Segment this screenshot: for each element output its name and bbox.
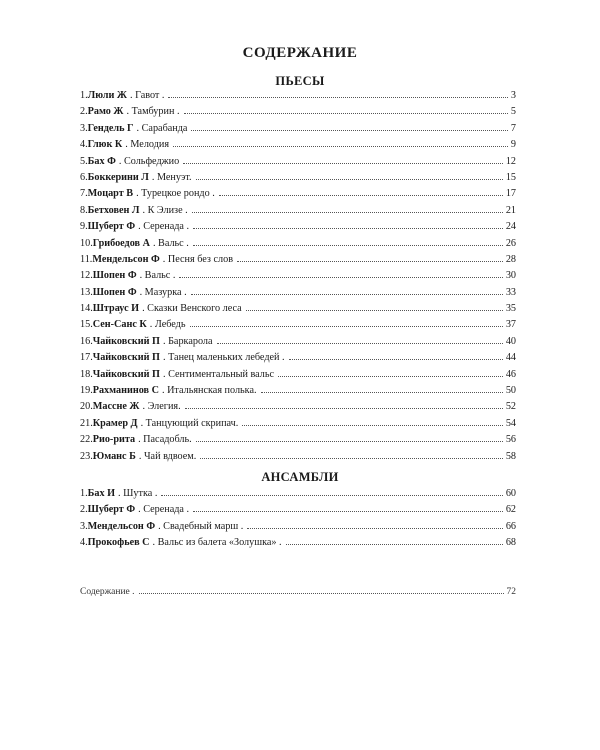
item-number: 18. <box>80 368 93 380</box>
author-name: Гендель Г <box>87 122 134 134</box>
dot-leader <box>193 511 503 512</box>
section-heading-ensembles: АНСАМБЛИ <box>261 470 339 484</box>
author-name: Моцарт В <box>87 188 134 200</box>
work-title: . Свадебный марш . <box>158 520 244 532</box>
toc-row <box>80 350 516 366</box>
work-title: . Лебедь <box>149 319 186 331</box>
page-number: 26 <box>505 237 516 249</box>
dot-leader <box>217 343 503 344</box>
dot-leader <box>261 392 503 393</box>
item-number: 12. <box>80 270 93 282</box>
toc-row <box>80 252 516 268</box>
dot-leader <box>173 146 508 147</box>
dot-leader <box>139 593 504 594</box>
dot-leader <box>184 113 508 114</box>
item-number: 2. <box>80 504 88 516</box>
dot-leader <box>193 245 503 246</box>
page-number: 52 <box>505 401 516 413</box>
page-title: СОДЕРЖАНИЕ <box>242 45 358 61</box>
item-number: 16. <box>80 335 93 347</box>
work-title: . Сольфеджио <box>118 155 180 167</box>
page-number: 30 <box>505 270 516 282</box>
page-number: 12 <box>505 155 516 167</box>
toc-row <box>80 432 516 448</box>
work-title: . Элегия. <box>142 401 181 413</box>
summary-label: Содержание . <box>80 587 135 597</box>
toc-row <box>80 88 516 104</box>
page-number: 28 <box>505 253 516 265</box>
summary-list <box>80 584 516 600</box>
toc-row <box>80 219 516 235</box>
dot-leader <box>192 212 503 213</box>
dot-leader <box>289 359 503 360</box>
dot-leader <box>168 97 507 98</box>
toc-row <box>80 486 516 502</box>
dot-leader <box>278 376 503 377</box>
author-name: Чайковский П <box>92 352 160 364</box>
work-title: . Песня без слов <box>162 253 234 265</box>
author-name: Чайковский П <box>92 335 160 347</box>
page-number: 60 <box>505 488 516 499</box>
author-name: Чайковский П <box>92 368 160 380</box>
page-number: 17 <box>505 188 516 200</box>
work-title: . Танец маленьких лебедей . <box>162 352 285 364</box>
page-number: 44 <box>505 352 516 364</box>
page-number: 35 <box>505 303 516 315</box>
toc-row <box>80 367 516 383</box>
author-name: Массне Ж <box>92 401 140 413</box>
dot-leader <box>247 528 503 529</box>
item-number: 10. <box>80 237 93 249</box>
page-number: 50 <box>505 385 516 397</box>
pieces-list <box>80 88 516 465</box>
page-number: 7 <box>510 122 516 134</box>
work-title: . Чай вдвоем. <box>138 450 197 462</box>
item-number: 21. <box>80 417 93 429</box>
toc-row <box>80 317 516 333</box>
item-number: 9. <box>80 221 88 233</box>
author-name: Рамо Ж <box>87 106 124 118</box>
toc-row <box>80 519 516 535</box>
page-number: 56 <box>505 434 516 446</box>
toc-row <box>80 399 516 415</box>
author-name: Глюк К <box>87 139 123 151</box>
toc-row <box>80 449 516 465</box>
page-number: 40 <box>505 335 516 347</box>
author-name: Крамер Д <box>92 417 138 429</box>
author-name: Бах И <box>87 488 116 499</box>
dot-leader <box>196 179 503 180</box>
page-number: 33 <box>505 286 516 298</box>
work-title: . Тамбурин . <box>126 106 180 118</box>
author-name: Бах Ф <box>87 155 116 167</box>
author-name: Грибоедов А <box>92 237 150 249</box>
toc-row <box>80 121 516 137</box>
toc-row <box>80 383 516 399</box>
work-title: . Вальс из балета «Золушка» . <box>152 537 282 549</box>
toc-row <box>80 203 516 219</box>
dot-leader <box>190 326 503 327</box>
toc-row <box>80 334 516 350</box>
toc-row <box>80 301 516 317</box>
page-number: 58 <box>505 450 516 462</box>
work-title: . Серенада . <box>138 221 190 233</box>
work-title: . Итальянская полька. <box>161 385 257 397</box>
author-name: Мендельсон Ф <box>92 253 160 265</box>
dot-leader <box>196 441 503 442</box>
dot-leader <box>191 130 507 131</box>
item-number: 3. <box>80 520 88 532</box>
work-title: . Гавот . <box>129 90 165 101</box>
item-number: 1. <box>80 488 88 499</box>
toc-row <box>80 236 516 252</box>
work-title: . Турецкое рондо . <box>136 188 215 200</box>
item-number: 8. <box>80 204 88 216</box>
page-number: 46 <box>505 368 516 380</box>
page-number: 9 <box>510 139 516 151</box>
dot-leader <box>179 277 502 278</box>
item-number: 11. <box>80 253 93 265</box>
work-title: . Менуэт. <box>151 171 192 183</box>
author-name: Рахманинов С <box>92 385 159 397</box>
page-number: 3 <box>510 90 516 101</box>
toc-row <box>80 268 516 284</box>
toc-row <box>80 535 516 551</box>
author-name: Прокофьев С <box>87 537 150 549</box>
dot-leader <box>246 310 503 311</box>
author-name: Шопен Ф <box>92 270 137 282</box>
work-title: . Серенада . <box>138 504 190 516</box>
item-number: 1. <box>80 90 88 101</box>
item-number: 7. <box>80 188 88 200</box>
item-number: 22. <box>80 434 93 446</box>
toc-row <box>80 502 516 518</box>
dot-leader <box>191 294 503 295</box>
dot-leader <box>193 228 503 229</box>
author-name: Шуберт Ф <box>87 221 136 233</box>
item-number: 4. <box>80 537 88 549</box>
item-number: 14. <box>80 303 93 315</box>
dot-leader <box>219 195 503 196</box>
author-name: Рио-рита <box>92 434 136 446</box>
item-number: 23. <box>80 450 93 462</box>
work-title: . Баркарола <box>162 335 213 347</box>
section-heading-pieces: ПЬЕСЫ <box>275 74 325 88</box>
page-number: 24 <box>505 221 516 233</box>
work-title: . Сказки Венского леса <box>142 303 242 315</box>
ensembles-list <box>80 486 516 552</box>
toc-row <box>80 154 516 170</box>
author-name: Сен-Санс К <box>92 319 147 331</box>
work-title: . Мелодия <box>125 139 170 151</box>
item-number: 6. <box>80 171 88 183</box>
dot-leader <box>183 163 503 164</box>
author-name: Боккерини Л <box>87 171 149 183</box>
item-number: 13. <box>80 286 93 298</box>
dot-leader <box>242 425 502 426</box>
work-title: . Танцующий скрипач. <box>140 417 239 429</box>
toc-row <box>80 285 516 301</box>
item-number: 15. <box>80 319 93 331</box>
toc-row <box>80 104 516 120</box>
item-number: 5. <box>80 155 88 167</box>
work-title: . Сентиментальный вальс <box>162 368 275 380</box>
page-number: 37 <box>505 319 516 331</box>
author-name: Шопен Ф <box>92 286 137 298</box>
page-number: 66 <box>505 520 516 532</box>
work-title: . Пасадобль. <box>138 434 192 446</box>
dot-leader <box>286 544 503 545</box>
toc-row <box>80 416 516 432</box>
dot-leader <box>185 408 503 409</box>
toc-row <box>80 170 516 186</box>
work-title: . К Элизе . <box>142 204 188 216</box>
page-number: 62 <box>505 504 516 516</box>
dot-leader <box>200 458 503 459</box>
item-number: 20. <box>80 401 93 413</box>
toc-row <box>80 186 516 202</box>
author-name: Шуберт Ф <box>87 504 136 516</box>
work-title: . Мазурка . <box>139 286 187 298</box>
author-name: Люли Ж <box>87 90 127 101</box>
item-number: 4. <box>80 139 88 151</box>
author-name: Штраус И <box>92 303 140 315</box>
dot-leader <box>237 261 503 262</box>
author-name: Мендельсон Ф <box>87 520 156 532</box>
author-name: Бетховен Л <box>87 204 140 216</box>
work-title: . Сарабанда <box>136 122 188 134</box>
page-number: 72 <box>506 587 516 597</box>
work-title: . Вальс . <box>152 237 189 249</box>
page-number: 21 <box>505 204 516 216</box>
page-number: 15 <box>505 171 516 183</box>
author-name: Юманс Б <box>92 450 136 462</box>
item-number: 19. <box>80 385 93 397</box>
work-title: . Шутка . <box>118 488 158 499</box>
item-number: 2. <box>80 106 88 118</box>
summary-row <box>80 584 516 600</box>
toc-row <box>80 137 516 153</box>
page-number: 68 <box>505 537 516 549</box>
item-number: 3. <box>80 122 88 134</box>
work-title: . Вальс . <box>139 270 176 282</box>
page-number: 54 <box>505 417 516 429</box>
dot-leader <box>161 495 502 496</box>
item-number: 17. <box>80 352 93 364</box>
page-number: 5 <box>510 106 516 118</box>
